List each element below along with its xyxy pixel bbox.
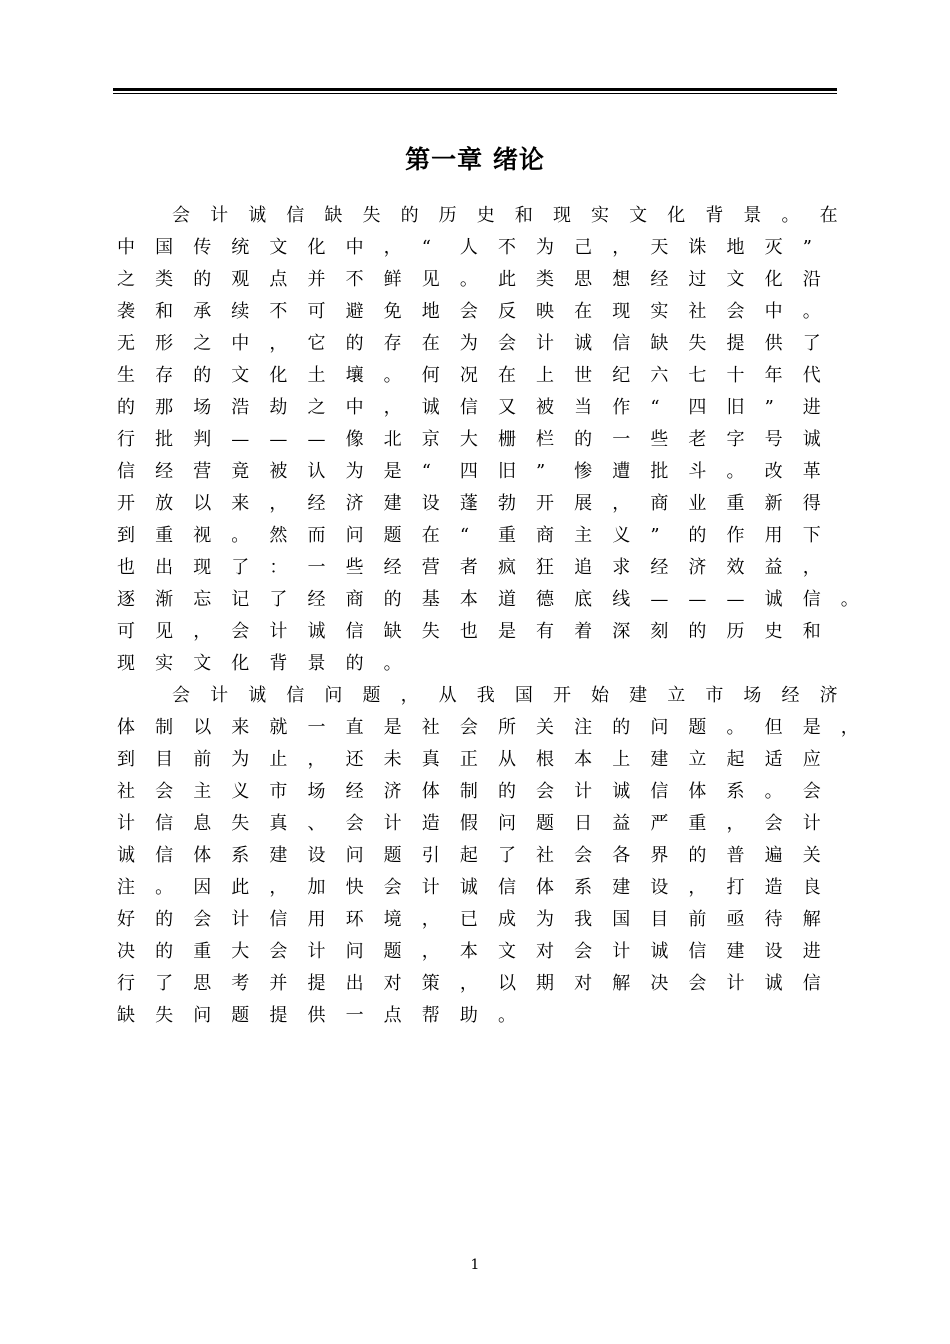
text-line: 到 重 视 。 然 而 问 题 在 “ 重 商 主 义 ” 的 作 用 下 bbox=[117, 525, 822, 546]
text-line: 计 信 息 失 真 、 会 计 造 假 问 题 日 益 严 重 ， 会 计 bbox=[117, 813, 822, 834]
text-line: 生 存 的 文 化 土 壤 。 何 况 在 上 世 纪 六 七 十 年 代 bbox=[117, 365, 822, 386]
text-line: 之 类 的 观 点 并 不 鲜 见 。 此 类 思 想 经 过 文 化 沿 bbox=[117, 269, 822, 290]
text-line: 袭 和 承 续 不 可 避 免 地 会 反 映 在 现 实 社 会 中 。 bbox=[117, 301, 822, 322]
text-line: 逐 渐 忘 记 了 经 商 的 基 本 道 德 底 线 — — — 诚 信 。 bbox=[117, 589, 860, 610]
body-text bbox=[117, 200, 860, 1032]
text-line: 行 了 思 考 并 提 出 对 策 ， 以 期 对 解 决 会 计 诚 信 bbox=[117, 973, 822, 994]
text-line: 的 那 场 浩 劫 之 中 ， 诚 信 又 被 当 作 “ 四 旧 ” 进 bbox=[117, 397, 822, 418]
text-line: 好 的 会 计 信 用 环 境 ， 已 成 为 我 国 目 前 亟 待 解 bbox=[117, 909, 822, 930]
text-line: 开 放 以 来 ， 经 济 建 设 蓬 勃 开 展 ， 商 业 重 新 得 bbox=[117, 493, 822, 514]
header-rule-thin bbox=[113, 93, 837, 94]
text-line: 行 批 判 — — — 像 北 京 大 栅 栏 的 一 些 老 字 号 诚 bbox=[117, 429, 822, 450]
text-line: 诚 信 体 系 建 设 问 题 引 起 了 社 会 各 界 的 普 遍 关 bbox=[117, 845, 822, 866]
text-line: 到 目 前 为 止 ， 还 未 真 正 从 根 本 上 建 立 起 适 应 bbox=[117, 749, 822, 770]
header-rule-thick bbox=[113, 88, 837, 91]
text-line: 体 制 以 来 就 一 直 是 社 会 所 关 注 的 问 题 。 但 是 ， bbox=[117, 717, 860, 738]
text-line: 注 。 因 此 ， 加 快 会 计 诚 信 体 系 建 设 ， 打 造 良 bbox=[117, 877, 822, 898]
text-line: 社 会 主 义 市 场 经 济 体 制 的 会 计 诚 信 体 系 。 会 bbox=[117, 781, 822, 802]
text-line: 可 见 ， 会 计 诚 信 缺 失 也 是 有 着 深 刻 的 历 史 和 bbox=[117, 621, 822, 642]
text-line: 缺 失 问 题 提 供 一 点 帮 助 。 bbox=[117, 1005, 517, 1026]
chapter-title: 第一章 绪论 bbox=[405, 145, 545, 174]
text-line: 现 实 文 化 背 景 的 。 bbox=[117, 653, 403, 674]
text-line: 中 国 传 统 文 化 中 ， “ 人 不 为 己 ， 天 诛 地 灭 ” bbox=[117, 237, 813, 258]
text-line: 会 计 诚 信 缺 失 的 历 史 和 现 实 文 化 背 景 。 在 bbox=[172, 205, 839, 226]
text-line: 信 经 营 竟 被 认 为 是 “ 四 旧 ” 惨 遭 批 斗 。 改 革 bbox=[117, 461, 822, 482]
text-line: 无 形 之 中 ， 它 的 存 在 为 会 计 诚 信 缺 失 提 供 了 bbox=[117, 333, 822, 354]
text-line: 也 出 现 了 ： 一 些 经 营 者 疯 狂 追 求 经 济 效 益 ， bbox=[117, 557, 822, 578]
text-line: 会 计 诚 信 问 题 ， 从 我 国 开 始 建 立 市 场 经 济 bbox=[172, 685, 839, 706]
text-line: 决 的 重 大 会 计 问 题 ， 本 文 对 会 计 诚 信 建 设 进 bbox=[117, 941, 822, 962]
page-number: 1 bbox=[470, 1257, 480, 1273]
